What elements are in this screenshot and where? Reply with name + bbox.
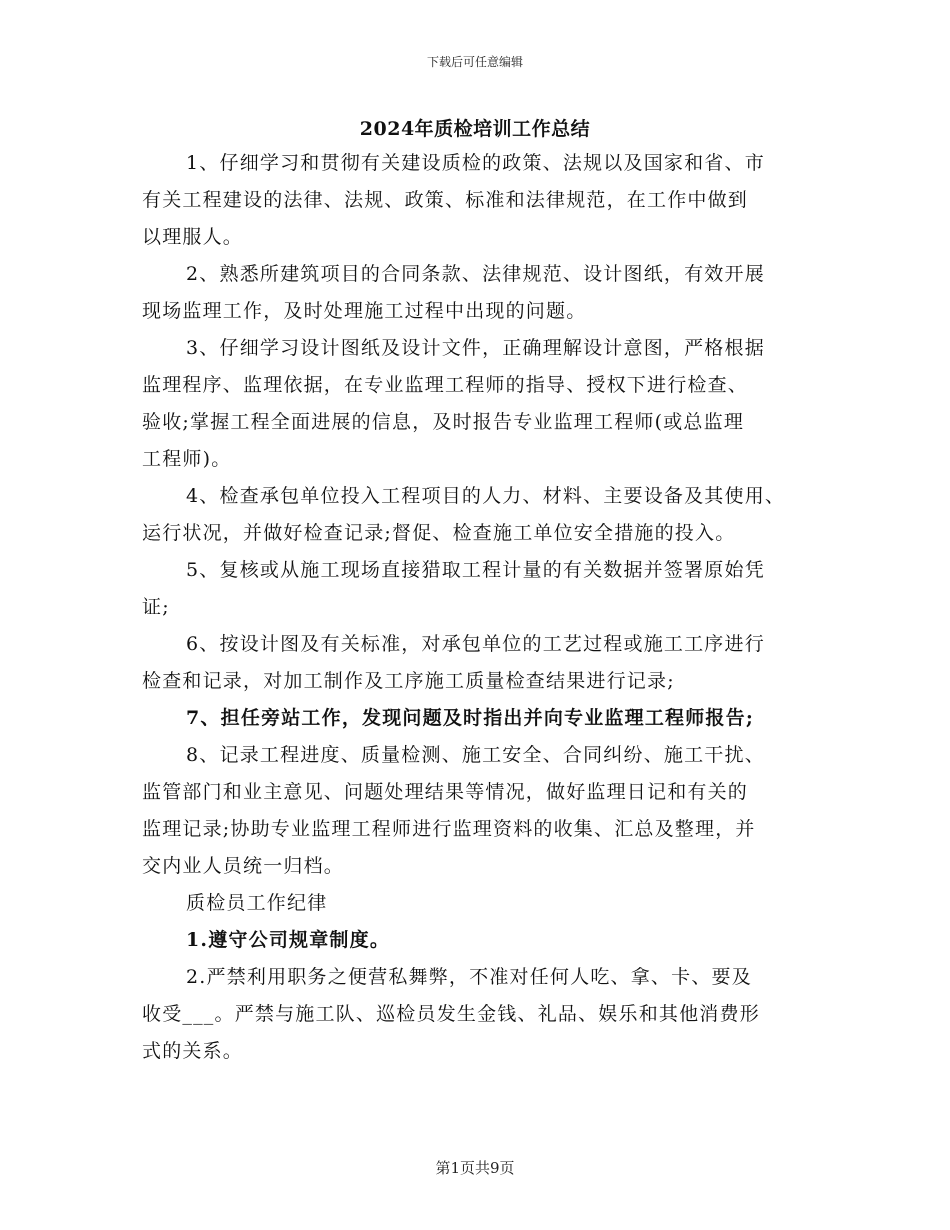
paragraph-line: 1、仔细学习和贯彻有关建设质检的政策、法规以及国家和省、市: [186, 152, 765, 174]
paragraph-line: 验收;掌握工程全面进展的信息，及时报告专业监理工程师(或总监理: [142, 411, 745, 433]
paragraph-line: 监理记录;协助专业监理工程师进行监理资料的收集、汇总及整理，并: [142, 818, 756, 840]
paragraph-line: 2.严禁利用职务之便营私舞弊，不准对任何人吃、拿、卡、要及: [186, 966, 752, 988]
paragraph-line: 1.遵守公司规章制度。: [186, 929, 391, 951]
paragraph-line: 证;: [142, 596, 170, 618]
paragraph-line: 2、熟悉所建筑项目的合同条款、法律规范、设计图纸，有效开展: [186, 263, 765, 285]
paragraph-line: 监管部门和业主意见、问题处理结果等情况，做好监理日记和有关的: [142, 781, 749, 803]
page-number-footer: 第1页共9页: [435, 1159, 515, 1177]
paragraph-line: 检查和记录，对加工制作及工序施工质量检查结果进行记录;: [142, 670, 675, 692]
paragraph-line: 式的关系。: [142, 1040, 244, 1062]
paragraph-line: 3、仔细学习设计图纸及设计文件，正确理解设计意图，严格根据: [186, 337, 765, 359]
paragraph-line: 有关工程建设的法律、法规、政策、标准和法律规范，在工作中做到: [142, 189, 749, 211]
header-note: 下载后可任意编辑: [426, 55, 523, 69]
paragraph-line: 现场监理工作，及时处理施工过程中出现的问题。: [142, 300, 587, 322]
paragraph-line: 工程师)。: [142, 448, 232, 470]
section-heading: 质检员工作纪律: [186, 892, 328, 914]
document-body: [142, 145, 822, 1070]
paragraph-line: 运行状况，并做好检查记录;督促、检查施工单位安全措施的投入。: [142, 522, 736, 544]
paragraph-line: 8、记录工程进度、质量检测、施工安全、合同纠纷、施工干扰、: [186, 744, 765, 766]
document-title: 2024年质检培训工作总结: [359, 118, 591, 140]
paragraph-line: 6、按设计图及有关标准，对承包单位的工艺过程或施工工序进行: [186, 633, 765, 655]
paragraph-line: 监理程序、监理依据，在专业监理工程师的指导、授权下进行检查、: [142, 374, 749, 396]
paragraph-line: 7、担任旁站工作，发现问题及时指出并向专业监理工程师报告;: [186, 707, 755, 729]
paragraph-line: 4、检查承包单位投入工程项目的人力、材料、主要设备及其使用、: [186, 485, 786, 507]
paragraph-line: 收受___。严禁与施工队、巡检员发生金钱、礼品、娱乐和其他消费形: [142, 1003, 760, 1025]
paragraph-line: 以理服人。: [142, 226, 244, 248]
paragraph-line: 5、复核或从施工现场直接猎取工程计量的有关数据并签署原始凭: [186, 559, 765, 581]
paragraph-line: 交内业人员统一归档。: [142, 855, 345, 877]
